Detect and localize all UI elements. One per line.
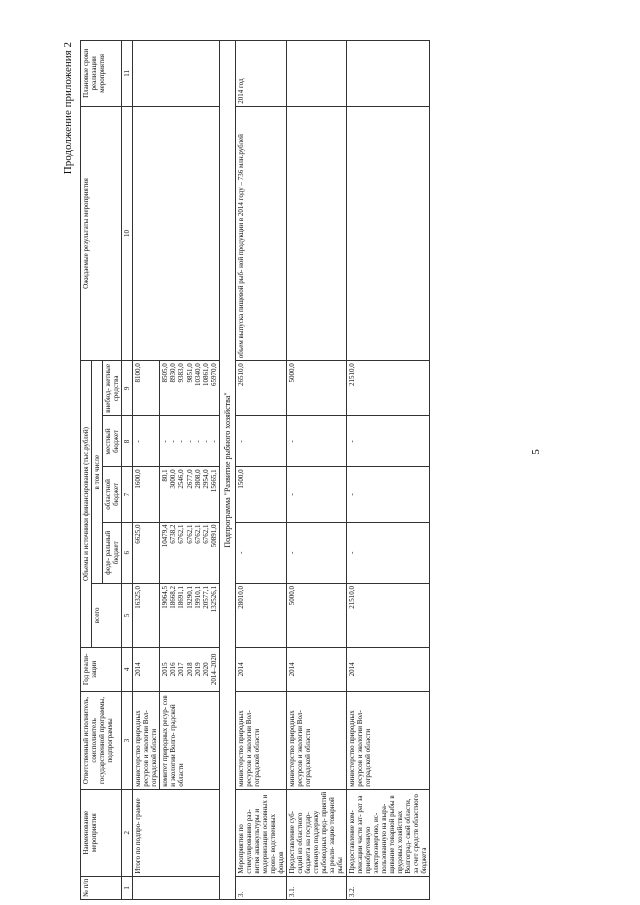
row-num: 3.2. bbox=[346, 876, 429, 899]
row-term: 2014 год bbox=[235, 41, 286, 107]
row-total: 21510,0 bbox=[346, 584, 429, 648]
local-cell: - bbox=[193, 440, 202, 443]
total-cell: 20577,1 bbox=[201, 586, 210, 609]
row-locals bbox=[160, 416, 219, 467]
row-result: объем выпуска пищевой рыб- ной продукции в 2014 году – 736 млн.рублей bbox=[235, 106, 286, 361]
row-extra: 8100,0 bbox=[133, 361, 160, 416]
fed-cell: 10479,4 bbox=[161, 524, 170, 548]
row-result bbox=[346, 106, 429, 361]
extra-cell: 9383,0 bbox=[177, 363, 186, 383]
row-term bbox=[346, 41, 429, 107]
row-local: - bbox=[133, 416, 160, 467]
fed-cell: 6762,1 bbox=[193, 524, 202, 544]
row-obl: - bbox=[346, 467, 429, 522]
obl-cell: 3000,0 bbox=[169, 469, 178, 489]
row-years bbox=[160, 647, 219, 692]
row-year: 2014 bbox=[133, 647, 160, 692]
obl-cell: 15665,1 bbox=[209, 469, 218, 493]
row-fed: 6625,0 bbox=[133, 522, 160, 584]
header-num: № п/п bbox=[81, 876, 122, 899]
row-executor: министерство природных ресурсов и экологии Вол- гоградской области bbox=[287, 692, 346, 790]
row-result bbox=[287, 106, 346, 361]
col-number: 1 bbox=[122, 876, 133, 899]
header-name: Наименование мероприятия bbox=[81, 789, 122, 876]
row-fed: - bbox=[346, 522, 429, 584]
extra-cell: 65970,0 bbox=[209, 363, 218, 387]
row-num bbox=[160, 876, 219, 899]
row-total: 5000,0 bbox=[287, 584, 346, 648]
row-obl: 1600,0 bbox=[133, 467, 160, 522]
year-cell: 2020 bbox=[201, 662, 210, 677]
fed-cell: 6762,1 bbox=[201, 524, 210, 544]
fed-cell: 6762,1 bbox=[185, 524, 194, 544]
row-name bbox=[160, 789, 219, 876]
row-executor: министерство природных ресурсов и экологии Вол- гоградской области bbox=[133, 692, 160, 790]
row-result bbox=[160, 106, 219, 361]
col-number: 8 bbox=[122, 416, 133, 467]
row-extra: 5000,0 bbox=[287, 361, 346, 416]
local-cell: - bbox=[161, 440, 170, 443]
header-results: Ожидаемые результаты мероприятия bbox=[81, 106, 122, 361]
total-cell: 18668,2 bbox=[169, 586, 178, 609]
row-total: 16325,0 bbox=[133, 584, 160, 648]
year-cell: 2016 bbox=[169, 662, 178, 677]
row-feds bbox=[160, 522, 219, 584]
fed-cell: 50891,0 bbox=[209, 524, 218, 548]
total-cell: 19064,5 bbox=[161, 586, 170, 609]
row-obls bbox=[160, 467, 219, 522]
header-incl: в том числе bbox=[92, 361, 103, 584]
row-total: 28010,0 bbox=[235, 584, 286, 648]
header-executor: Ответственный исполнитель, соисполнитель государственной программы, подпрограммы bbox=[81, 692, 122, 790]
row-year: 2014 bbox=[287, 647, 346, 692]
total-cell: 132526,1 bbox=[209, 586, 218, 613]
local-cell: - bbox=[177, 440, 186, 443]
row-term bbox=[160, 41, 219, 107]
row-year: 2014 bbox=[346, 647, 429, 692]
row-fed: - bbox=[287, 522, 346, 584]
row-local: - bbox=[346, 416, 429, 467]
col-number: 2 bbox=[122, 789, 133, 876]
page-number: 5 bbox=[530, 449, 542, 455]
row-fed: - bbox=[235, 522, 286, 584]
obl-cell: 80,1 bbox=[161, 469, 170, 482]
row-extra: 21510,0 bbox=[346, 361, 429, 416]
local-cell: - bbox=[201, 440, 210, 443]
row-executor: министерство природных ресурсов и экологии Вол- гоградской области bbox=[235, 692, 286, 790]
header-financing: Объемы и источники финансирования (тыс.рублей) bbox=[81, 361, 92, 647]
table-row bbox=[235, 41, 286, 900]
row-totals bbox=[160, 584, 219, 648]
row-obl: 1500,0 bbox=[235, 467, 286, 522]
row-num: 3. bbox=[235, 876, 286, 899]
obl-cell: 2677,0 bbox=[185, 469, 194, 489]
year-cell: 2017 bbox=[177, 662, 186, 677]
row-name: Итого по подпро- грамме bbox=[133, 789, 160, 876]
column-number-row bbox=[122, 41, 133, 900]
col-number: 4 bbox=[122, 647, 133, 692]
local-cell: - bbox=[185, 440, 194, 443]
header-total: всего bbox=[92, 584, 122, 648]
year-cell: 2015 bbox=[161, 662, 170, 677]
fed-cell: 6738,2 bbox=[169, 524, 178, 544]
row-obl: - bbox=[287, 467, 346, 522]
row-executor: министерство природных ресурсов и экологии Вол- гоградской области bbox=[346, 692, 429, 790]
rotated-table-sheet bbox=[60, 40, 580, 900]
row-extra: 26510,0 bbox=[235, 361, 286, 416]
total-cell: 18691,1 bbox=[177, 586, 186, 609]
continuation-caption: Продолжение приложения 2 bbox=[62, 42, 74, 175]
extra-cell: 8505,0 bbox=[161, 363, 170, 383]
header-terms: Плановые сроки реализации мероприятия bbox=[81, 41, 122, 107]
header-fed: феде- ральный бюджет bbox=[103, 522, 122, 584]
total-cell: 19910,1 bbox=[193, 586, 202, 609]
table-row bbox=[133, 41, 160, 900]
table-row bbox=[287, 41, 346, 900]
row-term bbox=[287, 41, 346, 107]
obl-cell: 2808,0 bbox=[193, 469, 202, 489]
subprogram-title: Подпрограмма "Развитие рыбного хозяйства" bbox=[219, 41, 235, 900]
row-num: 3.1. bbox=[287, 876, 346, 899]
row-local: - bbox=[235, 416, 286, 467]
table-row bbox=[346, 41, 429, 900]
fed-cell: 6762,1 bbox=[177, 524, 186, 544]
extra-cell: 8930,0 bbox=[169, 363, 178, 383]
col-number: 9 bbox=[122, 361, 133, 416]
obl-cell: 2546,0 bbox=[177, 469, 186, 489]
local-cell: - bbox=[209, 440, 218, 443]
col-number: 5 bbox=[122, 584, 133, 648]
total-cell: 19290,1 bbox=[185, 586, 194, 609]
header-extra: внебюд- жетные средства bbox=[103, 361, 122, 416]
header-local: местный бюджет bbox=[103, 416, 122, 467]
row-name: Предоставление суб- сидий из областного бюджета на государ- ственную поддержку рыбоводных пред- приятий за реали- зацию товарной рыбы bbox=[287, 789, 346, 876]
row-num bbox=[133, 876, 160, 899]
header-year: Год реали- зации bbox=[81, 647, 122, 692]
row-year: 2014 bbox=[235, 647, 286, 692]
row-name: Мероприятия по стимулированию раз- вития аквакультуры и модернизации основных и произ- водственных фондов bbox=[235, 789, 286, 876]
year-cell: 2019 bbox=[193, 662, 202, 677]
col-number: 10 bbox=[122, 106, 133, 361]
row-local: - bbox=[287, 416, 346, 467]
extra-cell: 10861,0 bbox=[201, 363, 210, 387]
obl-cell: 2954,0 bbox=[201, 469, 210, 489]
extra-cell: 9851,0 bbox=[185, 363, 194, 383]
table-row bbox=[160, 41, 219, 900]
header-obl: областной бюджет bbox=[103, 467, 122, 522]
col-number: 11 bbox=[122, 41, 133, 107]
subprogram-row bbox=[219, 41, 235, 900]
row-executor: комитет природных ресур- сов и экологии Волго- градской области bbox=[160, 692, 219, 790]
row-name: Предоставление ком- пенсации части зат- рат за приобретенную электроэнергию, ис- пользованную на выра- щивание товарной рыбы в прудовых хозяйствах Волгоград- ской области, за счет средств областного бюджета bbox=[346, 789, 429, 876]
budget-table bbox=[80, 40, 430, 900]
local-cell: - bbox=[169, 440, 178, 443]
col-number: 6 bbox=[122, 522, 133, 584]
col-number: 3 bbox=[122, 692, 133, 790]
row-result bbox=[133, 106, 160, 361]
year-cell: 2018 bbox=[185, 662, 194, 677]
row-term bbox=[133, 41, 160, 107]
year-cell: 2014–2020 bbox=[209, 653, 218, 686]
extra-cell: 10340,0 bbox=[193, 363, 202, 387]
row-extras bbox=[160, 361, 219, 416]
col-number: 7 bbox=[122, 467, 133, 522]
